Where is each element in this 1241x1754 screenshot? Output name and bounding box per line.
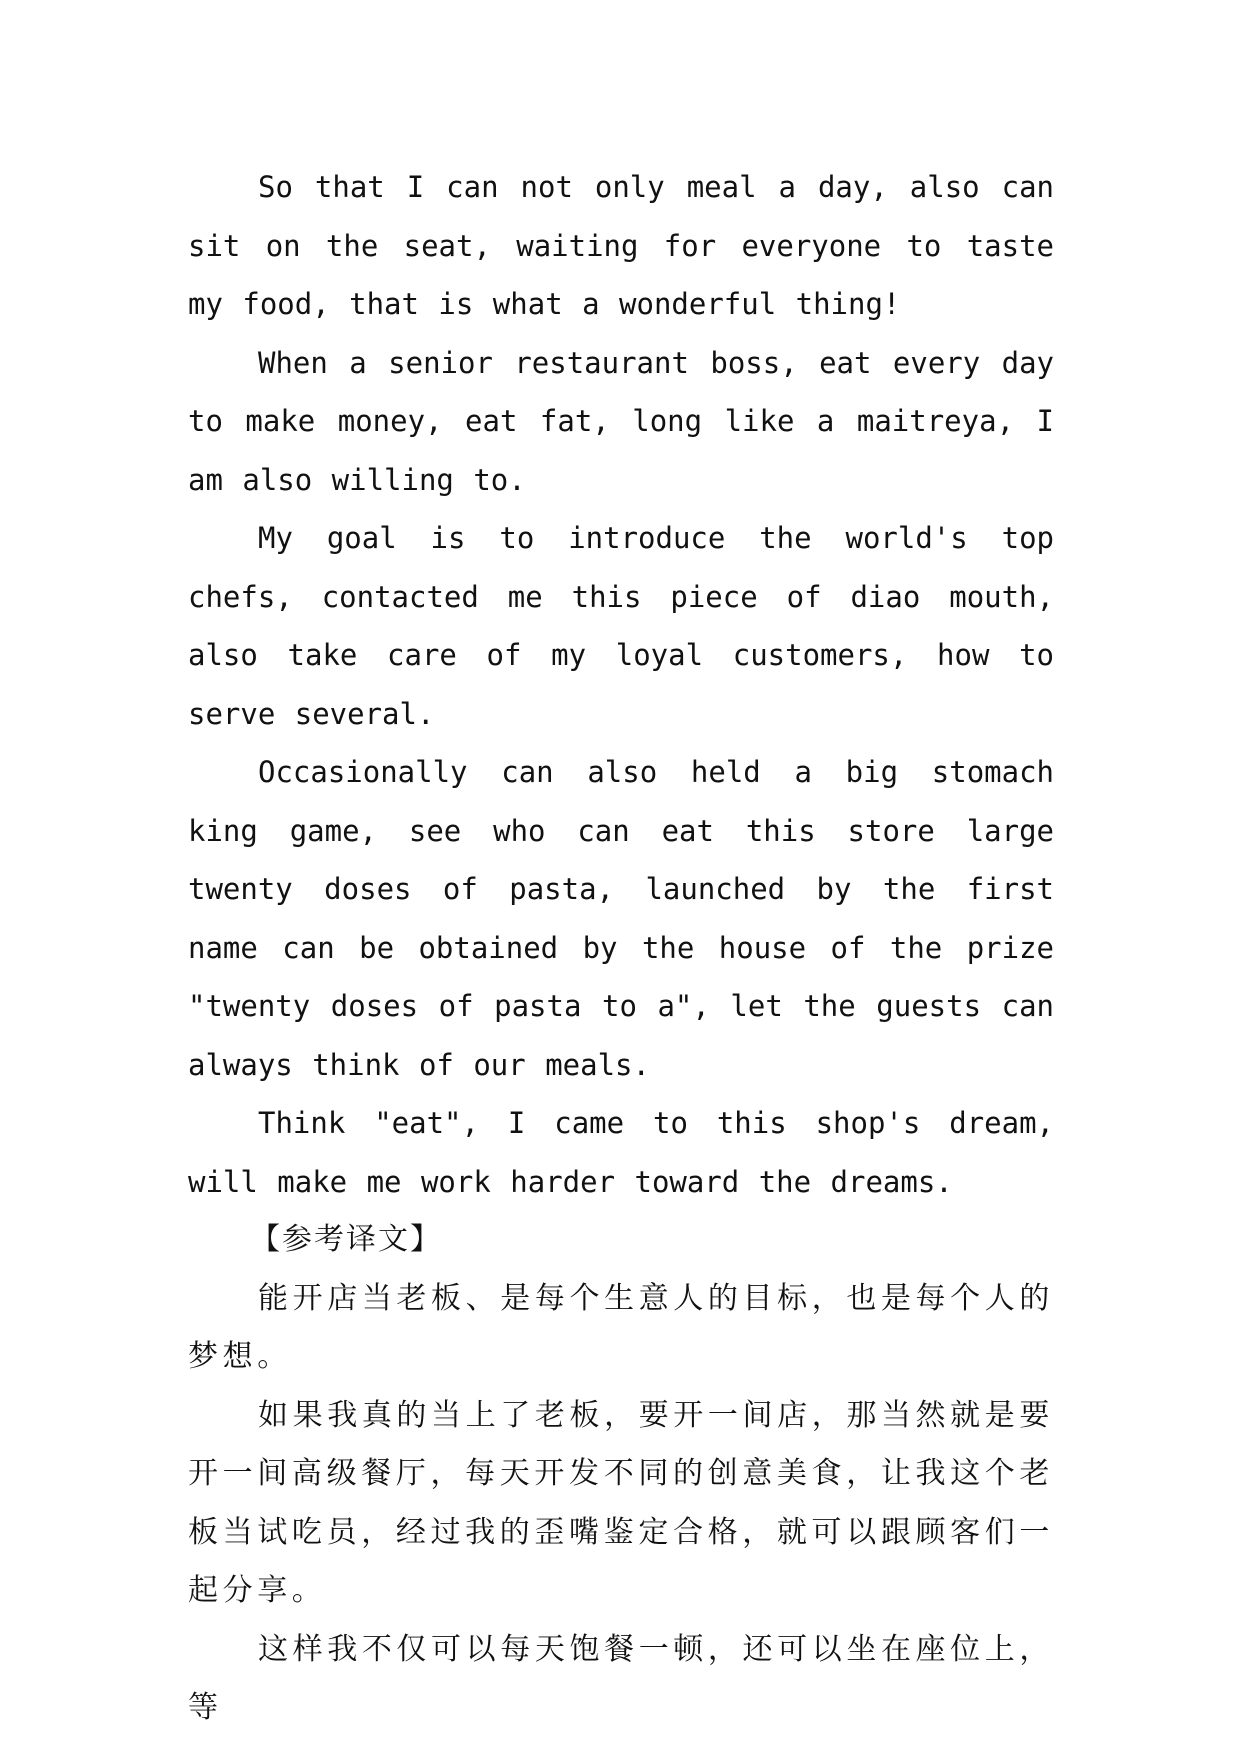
paragraph-en-3: My goal is to introduce the world's top chefs, contacted me this piece of diao mouth, also take care of my loyal customers, how to serve several. [188, 521, 1054, 731]
translation-heading: 【参考译文】 [250, 1222, 442, 1257]
paragraph-zh-2: 如果我真的当上了老板，要开一间店，那当然就是要开一间高级餐厅，每天开发不同的创意美食，让我这个老板当试吃员，经过我的歪嘴鉴定合格，就可以跟顾客们一起分享。 [188, 1397, 1054, 1608]
paragraph-en-1: So that I can not only meal a day, also can sit on the seat, waiting for everyone to taste my food, that is what a wonderful thing! [188, 170, 1054, 321]
paragraph-en-4: Occasionally can also held a big stomach king game, see who can eat this store large twenty doses of pasta, launched by the first name can be obtained by the house of the prize "twenty doses of pasta to a", let the guests can always think of our meals. [188, 755, 1054, 1082]
paragraph-en-2: When a senior restaurant boss, eat every day to make money, eat fat, long like a maitreya, I am also willing to. [188, 345, 1054, 497]
paragraph-zh-3: 这样我不仅可以每天饱餐一顿，还可以坐在座位上，等 [188, 1631, 1054, 1725]
paragraph-zh-1: 能开店当老板、是每个生意人的目标，也是每个人的梦想。 [188, 1280, 1054, 1374]
paragraph-en-5: Think "eat", I came to this shop's dream, will make me work harder toward the dreams. [188, 1106, 1054, 1199]
document-page [188, 158, 1054, 1738]
